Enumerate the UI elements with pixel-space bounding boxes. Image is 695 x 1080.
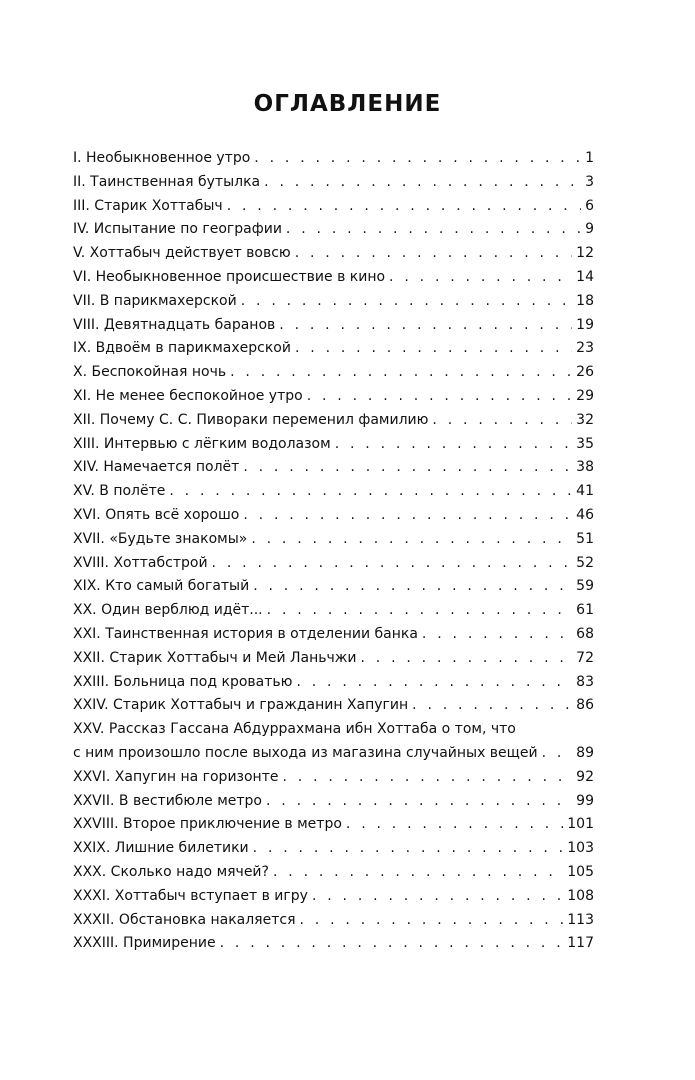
dot-leader — [295, 242, 572, 266]
toc-entry-label: XXVI. Хапугин на горизонте — [73, 768, 279, 785]
toc-entry-label: XI. Не менее беспокойное утро — [73, 387, 303, 404]
dot-leader — [360, 647, 572, 671]
dot-leader — [432, 409, 572, 433]
toc-entry-page: 68 — [576, 625, 594, 642]
toc-entry-page: 3 — [585, 173, 594, 190]
toc-entry — [73, 647, 594, 671]
dot-leader — [295, 337, 572, 361]
toc-entry — [73, 242, 594, 266]
toc-entry — [73, 218, 594, 242]
dot-leader — [307, 385, 572, 409]
toc-entry-label: XIX. Кто самый богатый — [73, 578, 250, 595]
toc-entry — [73, 909, 594, 933]
toc-entry-page: 35 — [576, 435, 594, 452]
dot-leader — [273, 861, 563, 885]
toc-entry-page: 26 — [576, 364, 594, 381]
toc-entry-page: 14 — [576, 268, 594, 285]
dot-leader — [253, 575, 572, 599]
toc-entry-label: XVI. Опять всё хорошо — [73, 506, 240, 523]
toc-entry-label: II. Таинственная бутылка — [73, 173, 261, 190]
toc-entry — [73, 552, 594, 576]
toc-entry — [73, 266, 594, 290]
toc-entry-page: 19 — [576, 316, 594, 333]
toc-entry-page: 51 — [576, 530, 594, 547]
toc-entry-label: XXXII. Обстановка накаляется — [73, 911, 296, 928]
toc-entry-page: 105 — [567, 863, 594, 880]
toc-entry-label: XXVII. В вестибюле метро — [73, 792, 262, 809]
toc-entry-page: 23 — [576, 340, 594, 357]
toc-entry-page: 61 — [576, 602, 594, 619]
toc-entry-label: XXX. Сколько надо мячей? — [73, 863, 269, 880]
toc-entry — [73, 385, 594, 409]
toc-entry — [73, 671, 594, 695]
dot-leader — [335, 433, 572, 457]
dot-leader — [542, 742, 573, 766]
toc-entry-label: VII. В парикмахерской — [73, 292, 237, 309]
toc-entry-label: VIII. Девятнадцать баранов — [73, 316, 276, 333]
toc-entry — [73, 504, 594, 528]
toc-entry-label: XIII. Интервью с лёгким водолазом — [73, 435, 331, 452]
toc-entry — [73, 837, 594, 861]
dot-leader — [300, 909, 564, 933]
toc-entry-page: 46 — [576, 506, 594, 523]
toc-entry-page: 32 — [576, 411, 594, 428]
toc-entry-label: III. Старик Хоттабыч — [73, 197, 223, 214]
toc-entry — [73, 456, 594, 480]
toc-entry-continuation — [73, 742, 594, 766]
dot-leader — [230, 361, 572, 385]
toc-entry-page: 6 — [585, 197, 594, 214]
table-of-contents — [73, 147, 594, 956]
toc-entry — [73, 861, 594, 885]
toc-entry — [73, 885, 594, 909]
toc-entry — [73, 171, 594, 195]
toc-entry — [73, 314, 594, 338]
toc-entry-page: 18 — [576, 292, 594, 309]
toc-entry-page: 113 — [567, 911, 594, 928]
toc-entry-page: 52 — [576, 554, 594, 571]
dot-leader — [267, 599, 573, 623]
dot-leader — [266, 790, 572, 814]
toc-entry — [73, 361, 594, 385]
toc-entry — [73, 195, 594, 219]
toc-entry — [73, 813, 594, 837]
toc-entry-page: 12 — [576, 245, 594, 262]
dot-leader — [251, 528, 572, 552]
toc-entry-page: 9 — [585, 221, 594, 238]
dot-leader — [312, 885, 563, 909]
toc-entry — [73, 480, 594, 504]
toc-entry-page: 103 — [567, 840, 594, 857]
toc-entry-label: XXV. Рассказ Гассана Абдуррахмана ибн Хоттаба о том, что — [73, 721, 516, 738]
toc-entry — [73, 433, 594, 457]
toc-entry-label: IV. Испытание по географии — [73, 221, 282, 238]
toc-entry-label: XX. Один верблюд идёт... — [73, 602, 263, 619]
toc-entry-label: I. Необыкновенное утро — [73, 150, 251, 166]
toc-entry-label: IX. Вдвоём в парикмахерской — [73, 340, 291, 357]
toc-entry — [73, 290, 594, 314]
toc-entry-page: 29 — [576, 387, 594, 404]
page-title: ОГЛАВЛЕНИЕ — [253, 91, 442, 117]
toc-entry-page: 59 — [576, 578, 594, 595]
toc-entry-page: 89 — [576, 744, 594, 761]
dot-leader — [220, 932, 564, 956]
toc-entry-label: X. Беспокойная ночь — [73, 364, 227, 381]
dot-leader — [212, 552, 573, 576]
dot-leader — [412, 694, 572, 718]
dot-leader — [169, 480, 572, 504]
toc-entry — [73, 575, 594, 599]
dot-leader — [243, 456, 572, 480]
toc-entry-page: 41 — [576, 483, 594, 500]
toc-entry-label: XV. В полёте — [73, 483, 166, 500]
dot-leader — [279, 314, 572, 338]
toc-entry-label: XXXIII. Примирение — [73, 935, 216, 952]
toc-entry-label: XVIII. Хоттабстрой — [73, 554, 208, 571]
dot-leader — [227, 195, 581, 219]
toc-entry — [73, 623, 594, 647]
dot-leader — [282, 766, 572, 790]
toc-entry-page: 38 — [576, 459, 594, 476]
toc-entry-label: XXI. Таинственная история в отделении банка — [73, 625, 418, 642]
toc-entry — [73, 337, 594, 361]
toc-entry-label: XXIX. Лишние билетики — [73, 840, 249, 857]
toc-entry — [73, 147, 594, 171]
toc-entry — [73, 932, 594, 956]
dot-leader — [346, 813, 563, 837]
toc-entry-page: 1 — [585, 150, 594, 166]
toc-entry-page: 92 — [576, 768, 594, 785]
toc-entry-label: XXVIII. Второе приключение в метро — [73, 816, 342, 833]
dot-leader — [389, 266, 572, 290]
dot-leader — [253, 837, 564, 861]
toc-entry — [73, 528, 594, 552]
dot-leader — [422, 623, 572, 647]
toc-entry-page: 108 — [567, 887, 594, 904]
dot-leader — [241, 290, 572, 314]
dot-leader — [254, 147, 581, 171]
toc-entry — [73, 409, 594, 433]
toc-entry-label: XXIII. Больница под кроватью — [73, 673, 293, 690]
dot-leader — [296, 671, 572, 695]
dot-leader — [286, 218, 581, 242]
toc-entry — [73, 718, 594, 742]
toc-entry-label: VI. Необыкновенное происшествие в кино — [73, 268, 386, 285]
toc-entry-page: 72 — [576, 649, 594, 666]
toc-entry-page: 83 — [576, 673, 594, 690]
toc-entry-label: с ним произошло после выхода из магазина случайных вещей — [73, 744, 538, 761]
toc-entry-page: 99 — [576, 792, 594, 809]
dot-leader — [264, 171, 581, 195]
toc-entry — [73, 790, 594, 814]
toc-entry — [73, 694, 594, 718]
toc-entry-label: XVII. «Будьте знакомы» — [73, 530, 248, 547]
toc-entry — [73, 599, 594, 623]
dot-leader — [243, 504, 572, 528]
toc-entry-page: 117 — [567, 935, 594, 952]
toc-entry-label: XII. Почему С. С. Пивораки переменил фамилию — [73, 411, 429, 428]
toc-entry-label: XXII. Старик Хоттабыч и Мей Ланьчжи — [73, 649, 357, 666]
toc-entry-label: XXXI. Хоттабыч вступает в игру — [73, 887, 308, 904]
toc-entry-label: XIV. Намечается полёт — [73, 459, 240, 476]
toc-entry-label: XXIV. Старик Хоттабыч и гражданин Хапугин — [73, 697, 409, 714]
toc-entry-page: 86 — [576, 697, 594, 714]
toc-entry — [73, 766, 594, 790]
toc-entry-page: 101 — [567, 816, 594, 833]
toc-entry-label: V. Хоттабыч действует вовсю — [73, 245, 291, 262]
